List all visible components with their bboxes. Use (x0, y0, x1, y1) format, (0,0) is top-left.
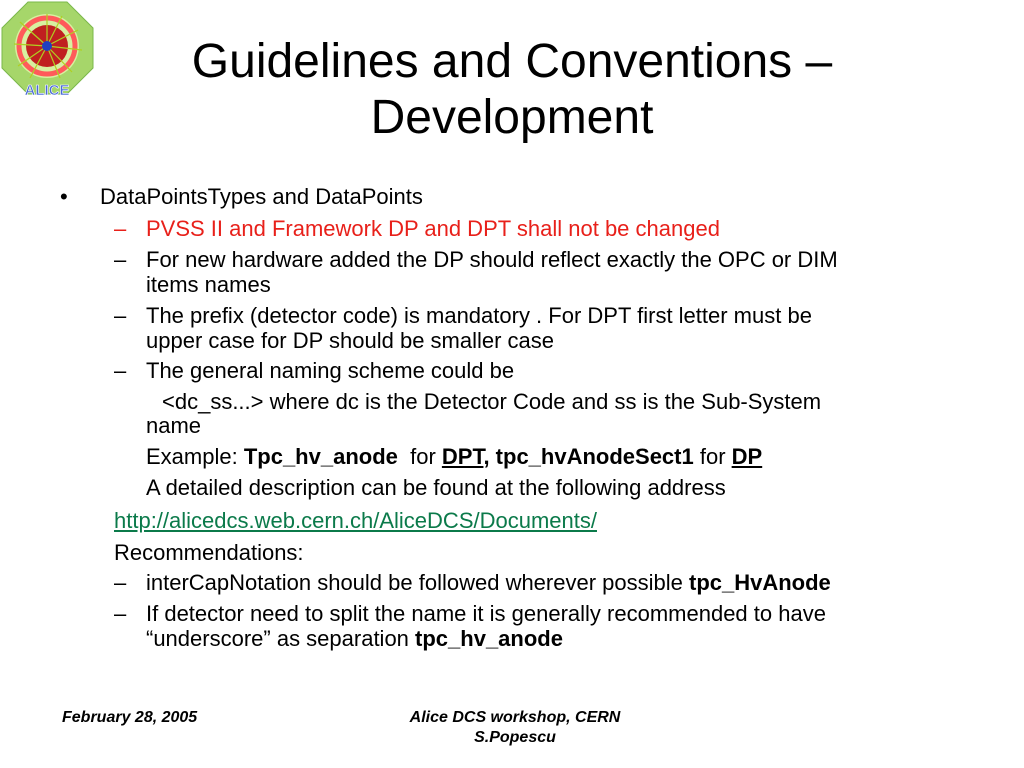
item-hardware-line-1: For new hardware added the DP should reflect exactly the OPC or DIM (146, 247, 838, 272)
footer-event (350, 708, 680, 748)
item-hardware-line-2: items names (146, 272, 271, 297)
bullet-glyph: • (60, 184, 68, 209)
footer-date: February 28, 2005 (62, 709, 198, 726)
logo-text: ALICE (24, 82, 70, 98)
dash-1: – (114, 216, 127, 241)
item-pvss-not-changed: PVSS II and Framework DP and DPT shall not be changed (146, 216, 720, 241)
item-prefix-line-2: upper case for DP should be smaller case (146, 328, 555, 353)
intercap-text: interCapNotation should be followed wherever possible (146, 570, 689, 595)
footer-author: S.Popescu (474, 729, 556, 746)
example-for-2: for (693, 444, 732, 469)
example-prefix: Example: (146, 444, 244, 469)
detailed-description: A detailed description can be found at the following address (146, 475, 726, 500)
intercap-example: tpc_HvAnode (689, 570, 831, 595)
item-prefix-line-1: The prefix (detector code) is mandatory . For DPT first letter must be (146, 303, 812, 328)
example-for-1: for (397, 444, 442, 469)
example-dpt-label: DPT (441, 444, 484, 469)
split-example: tpc_hv_anode (415, 626, 563, 651)
item-split-line-2 (146, 626, 563, 651)
example-dp-label: DP (731, 444, 763, 469)
dash-2: – (114, 247, 127, 272)
example-dpt-name: Tpc_hv_anode (243, 444, 398, 469)
title-line-2: Development (370, 91, 654, 144)
dash-6: – (114, 601, 127, 626)
example-line (146, 444, 762, 469)
recommendations-label: Recommendations: (114, 540, 304, 565)
documents-link[interactable]: http://alicedcs.web.cern.ch/AliceDCS/Documents/ (114, 508, 597, 533)
footer-workshop: Alice DCS workshop, CERN (409, 709, 621, 726)
split-text: “underscore” as separation (146, 626, 416, 651)
bullet-datapoints: DataPointsTypes and DataPoints (100, 184, 423, 209)
item-naming-scheme: The general naming scheme could be (146, 358, 515, 383)
dash-4: – (114, 358, 127, 383)
scheme-line-1: <dc_ss...> where dc is the Detector Code and ss is the Sub-System (162, 389, 822, 414)
dash-3: – (114, 303, 127, 328)
slide-title (100, 34, 924, 146)
alice-logo (0, 0, 95, 98)
item-split-line-1: If detector need to split the name it is generally recommended to have (146, 601, 826, 626)
scheme-line-2: name (146, 413, 202, 438)
dash-5: – (114, 570, 127, 595)
item-intercap (146, 570, 831, 595)
example-dp-name: , tpc_hvAnodeSect1 (483, 444, 694, 469)
title-line-1: Guidelines and Conventions – (191, 35, 833, 88)
